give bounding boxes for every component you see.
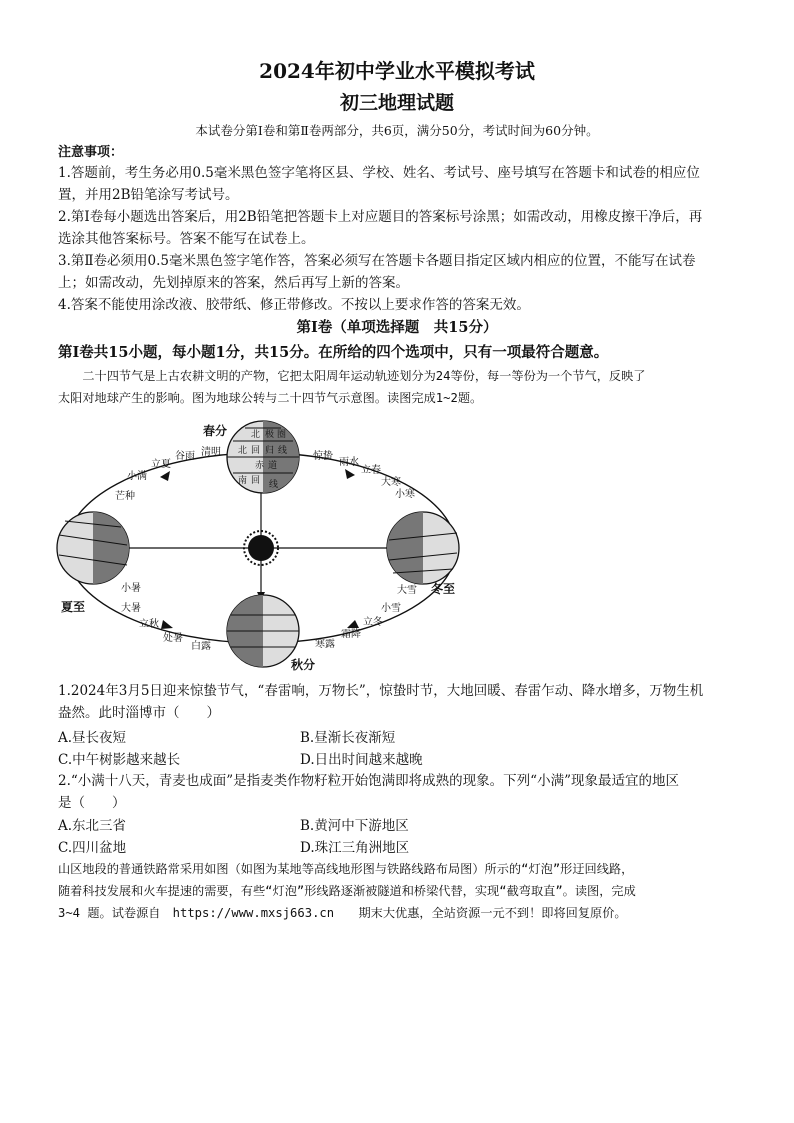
q2-option-a: A.东北三省 (58, 818, 127, 834)
season-autumn: 秋分 (291, 658, 316, 672)
q2-option-b: B.黄河中下游地区 (300, 818, 409, 834)
notice-heading: 注意事项： (58, 145, 124, 160)
passage-line: 山区地段的普通铁路常采用如图（如图为某地等高线地形图与铁路线路布局图）所示的“灯泡”形迂回线路， (58, 862, 634, 876)
sun-icon (244, 531, 278, 565)
globe-label: 北 (238, 446, 248, 456)
section-intro: 第Ⅰ卷共15小题，每小题1分，共15分。在所给的四个选项中，只有一项最符合题意。 (58, 344, 609, 361)
term-label: 大暑 (121, 603, 141, 614)
globe-autumn (227, 595, 315, 672)
term-label: 立夏 (151, 459, 171, 470)
term-label: 白露 (191, 641, 211, 652)
term-label: 霜降 (341, 629, 361, 640)
term-label: 立冬 (363, 617, 383, 628)
q2-option-c: C.四川盆地 (58, 840, 127, 856)
q1-option-a: A.昼长夜短 (58, 730, 127, 746)
globe-label: 线 (269, 480, 279, 490)
term-label: 大寒 (381, 477, 401, 488)
q1-option-c: C.中午树影越来越长 (58, 752, 181, 768)
term-label: 芒种 (115, 491, 135, 502)
notice-line: 选涂其他答案标号。答案不能写在试卷上。 (58, 231, 315, 247)
q2-stem: 2.“小满十八天，青麦也成面”是指麦类作物籽粒开始饱满即将成熟的现象。下列“小满”现象最适宜的地区 (58, 773, 679, 789)
term-label: 大雪 (397, 585, 417, 596)
term-label: 清明 (201, 447, 221, 458)
term-label: 寒露 (315, 639, 335, 650)
q1-stem: 盎然。此时淄博市（ ） (58, 705, 220, 721)
globe-winter (387, 512, 459, 596)
globe-label: 圈 (277, 430, 287, 440)
globe-label: 回 (251, 446, 261, 456)
passage-line: 随着科技发展和火车提速的需要，有些“灯泡”形线路逐渐被隧道和桥梁代替，实现“截弯取直”。读图，完成 (58, 884, 636, 898)
notice-line: 4.答案不能使用涂改液、胶带纸、修正带修改。不按以上要求作答的答案无效。 (58, 297, 530, 313)
q1-stem: 1.2024年3月5日迎来惊蛰节气，“春雷响，万物长”，惊蛰时节，大地回暖、春雷乍动、降水增多，万物生机 (58, 683, 704, 699)
season-summer: 夏至 (61, 600, 86, 614)
globe-label: 回 (251, 476, 261, 486)
section-heading: 第Ⅰ卷（单项选择题 共15分） (296, 319, 498, 336)
solar-terms-figure (55, 415, 475, 675)
term-label: 小暑 (121, 583, 141, 594)
exam-title: 2024年初中学业水平模拟考试 (259, 59, 535, 83)
notice-line: 2.第Ⅰ卷每小题选出答案后，用2B铅笔把答题卡上对应题目的答案标号涂黑；如需改动，用橡皮擦干净后，再 (58, 209, 703, 225)
q2-option-d: D.珠江三角洲地区 (300, 840, 410, 856)
term-label: 小满 (127, 471, 147, 482)
globe-label: 线 (278, 446, 288, 456)
globe-summer (57, 512, 129, 614)
globe-label: 归 (265, 446, 275, 456)
term-label: 立春 (361, 465, 381, 476)
term-label: 处暑 (163, 633, 183, 644)
passage-line: 太阳对地球产生的影响。图为地球公转与二十四节气示意图。读图完成1~2题。 (58, 391, 483, 405)
term-label: 雨水 (339, 457, 359, 468)
season-winter: 冬至 (431, 582, 456, 596)
term-label: 小寒 (395, 489, 415, 500)
q2-stem: 是（ ） (58, 795, 126, 811)
q1-option-b: B.昼渐长夜渐短 (300, 730, 396, 746)
term-label: 惊蛰 (313, 451, 333, 462)
globe-label: 极 (265, 430, 275, 440)
passage-line: 3~4 题。试卷源自 https://www.mxsj663.cn 期末大优惠，全站资源一元不到！即将回复原价。 (58, 906, 627, 920)
passage-line: 二十四节气是上古农耕文明的产物，它把太阳周年运动轨迹划分为24等份，每一等份为一个节气，反映了 (58, 369, 646, 383)
notice-line: 3.第Ⅱ卷必须用0.5毫米黑色签字笔作答，答案必须写在答题卡各题目指定区域内相应的位置，不能写在试卷 (58, 253, 696, 269)
q1-option-d: D.日出时间越来越晚 (300, 752, 423, 768)
globe-label: 赤 (255, 461, 265, 471)
globe-label: 南 (238, 476, 248, 486)
globe-label: 道 (268, 461, 278, 471)
globe-label: 北 (251, 430, 261, 440)
exam-subtitle: 本试卷分第Ⅰ卷和第Ⅱ卷两部分，共6页，满分50分，考试时间为60分钟。 (195, 123, 599, 138)
season-spring: 春分 (203, 424, 228, 438)
term-label: 小雪 (381, 603, 401, 614)
exam-subject: 初三地理试题 (339, 92, 454, 114)
notice-line: 1.答题前，考生务必用0.5毫米黑色签字笔将区县、学校、姓名、考试号、座号填写在答题卡和试卷的相应位 (58, 165, 700, 181)
notice-line: 上；如需改动，先划掉原来的答案，然后再写上新的答案。 (58, 275, 409, 291)
term-label: 立秋 (139, 619, 159, 630)
term-label: 谷雨 (175, 451, 195, 462)
notice-line: 置，并用2B铅笔涂写考试号。 (58, 187, 239, 203)
